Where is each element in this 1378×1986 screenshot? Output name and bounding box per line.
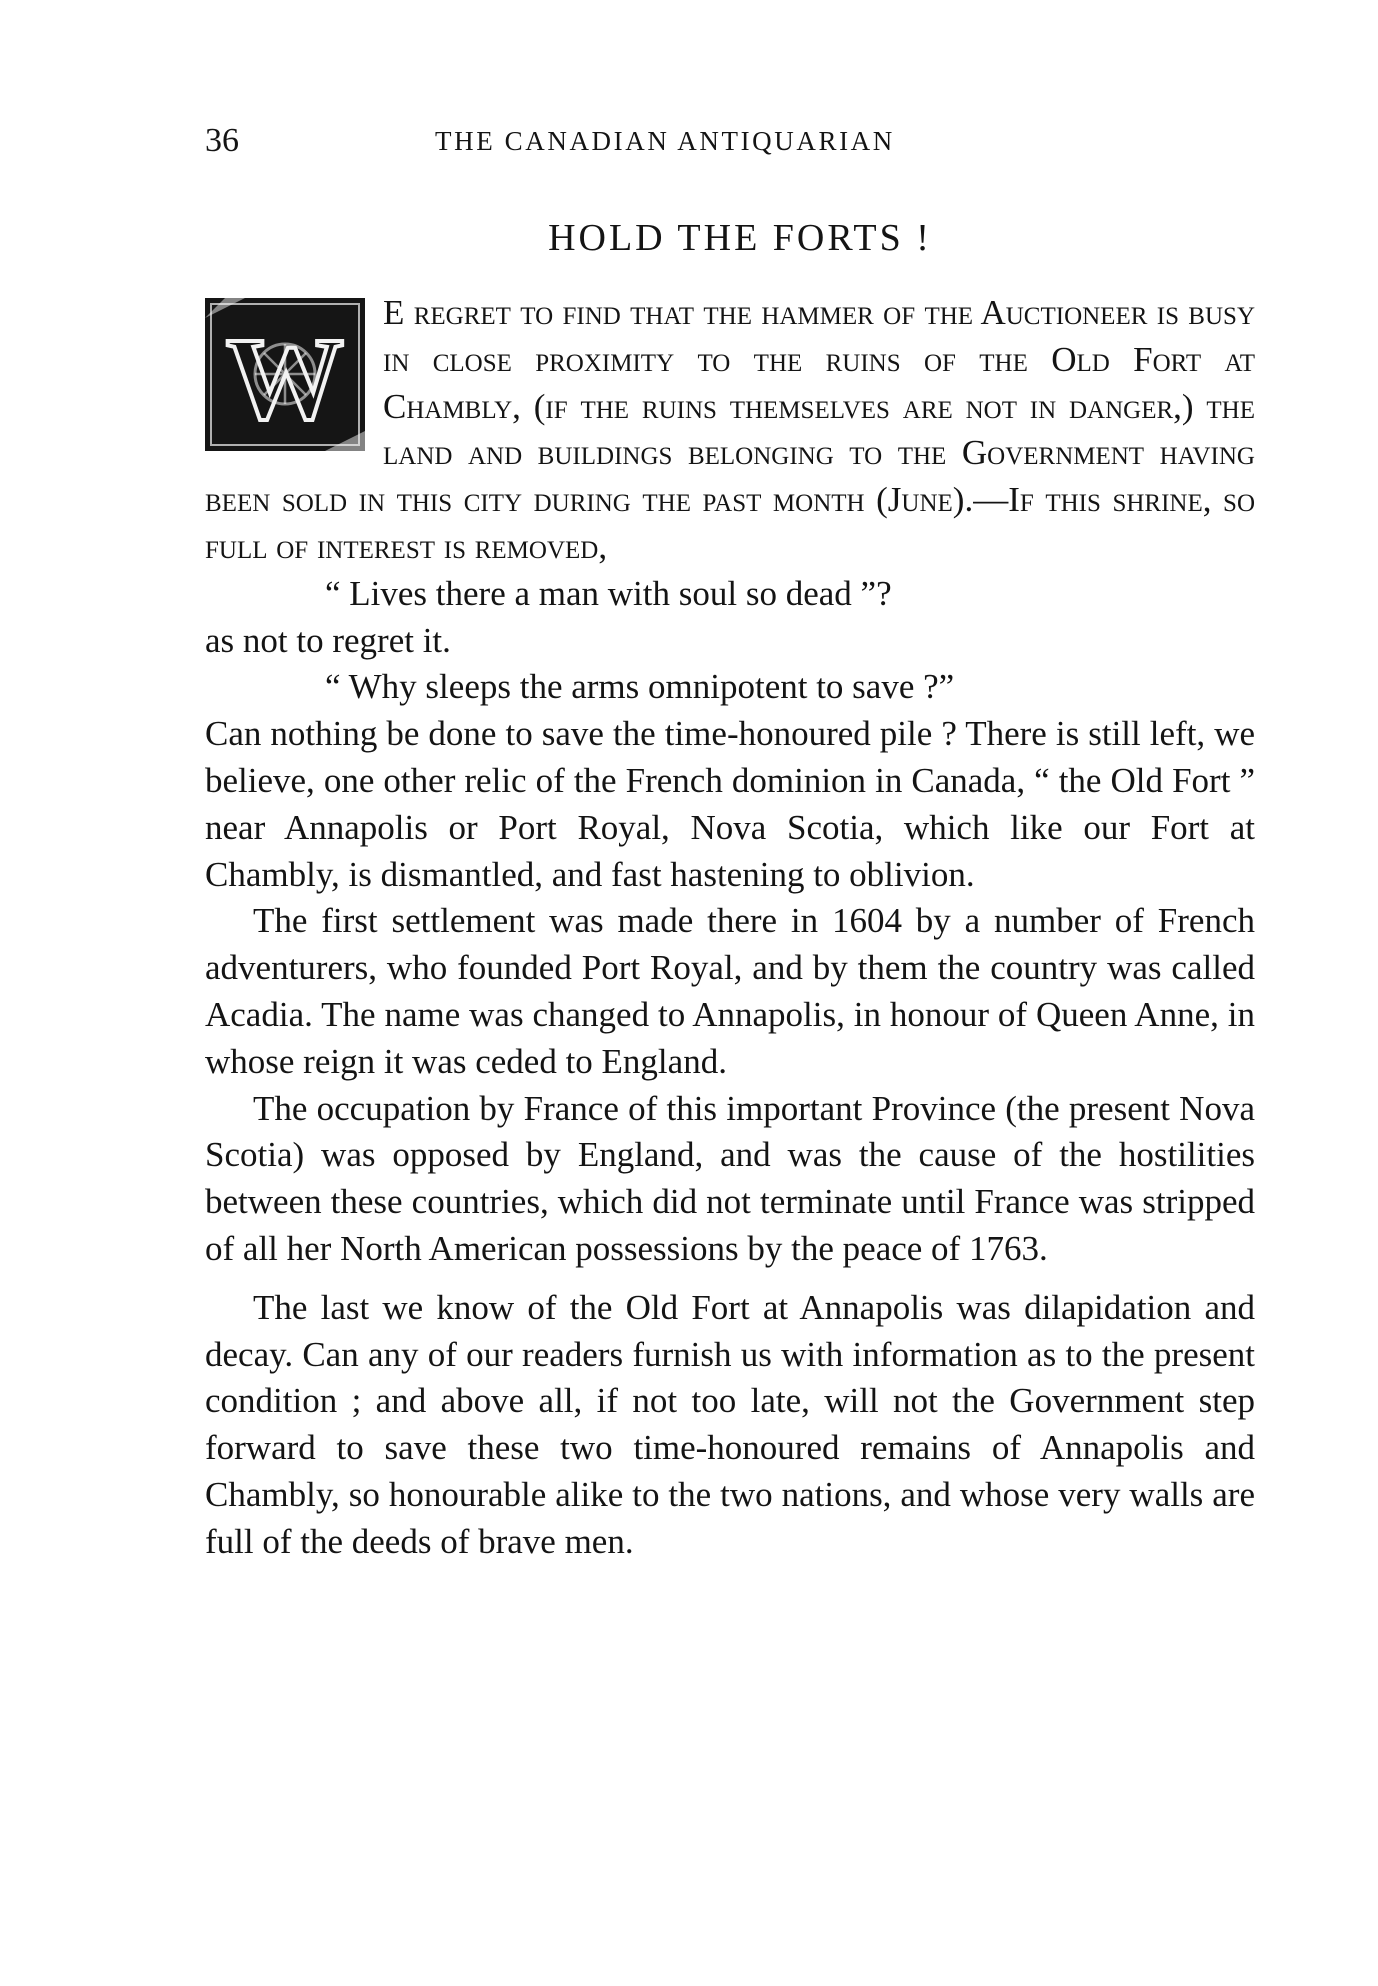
running-title: THE CANADIAN ANTIQUARIAN	[435, 126, 895, 156]
svg-text:W: W	[226, 313, 344, 444]
paragraph-1	[205, 290, 1255, 571]
drop-cap-continuation: E regret to find that the hammer of the Auctioneer is busy in close proximity to the ruins of the Old Fort at Chambly, (if the ruins themselves are not in danger,) the land and buildings belonging to the Government having been sold in this city during the past month (June).—If this shrine, so full of interest is removed,	[205, 293, 1255, 566]
article-title: HOLD THE FORTS !	[548, 217, 932, 259]
running-header	[205, 122, 1255, 166]
page-number: 36	[205, 122, 239, 159]
quote-continuation: as not to regret it.	[205, 620, 451, 660]
quotation-2: “ Why sleeps the arms omnipotent to save ?”	[325, 667, 955, 707]
quotation-1: “ Lives there a man with soul so dead ”?	[325, 573, 892, 613]
paragraph-2: Can nothing be done to save the time-honoured pile ? There is still left, we believe, one other relic of the French dominion in Canada, “ the Old Fort ” near Annapolis or Port Royal, Nova Scotia, which like our Fort at Chambly, is dismantled, and fast hastening to oblivion.	[205, 714, 1255, 894]
ornamental-drop-cap	[205, 298, 365, 451]
paragraph-3: The first settlement was made there in 1604 by a number of French adventurers, who founded Port Royal, and by them the country was called Acadia. The name was changed to Annapolis, in honour of Queen Anne, in whose reign it was ceded to England.	[205, 901, 1255, 1081]
article-body	[205, 290, 1255, 1566]
paragraph-5: The last we know of the Old Fort at Annapolis was dilapidation and decay. Can any of our readers furnish us with information as to the present condition ; and above all, if not too late, will not the Government step forward to save these two time-honoured remains of Annapolis and Chambly, so honourable alike to the two nations, and whose very walls are full of the deeds of brave men.	[205, 1287, 1255, 1561]
paragraph-4: The occupation by France of this important Province (the present Nova Scotia) was opposed by England, and was the cause of the hostilities between these countries, which did not terminate until France was stripped of all her North American possessions by the peace of 1763.	[205, 1088, 1255, 1268]
